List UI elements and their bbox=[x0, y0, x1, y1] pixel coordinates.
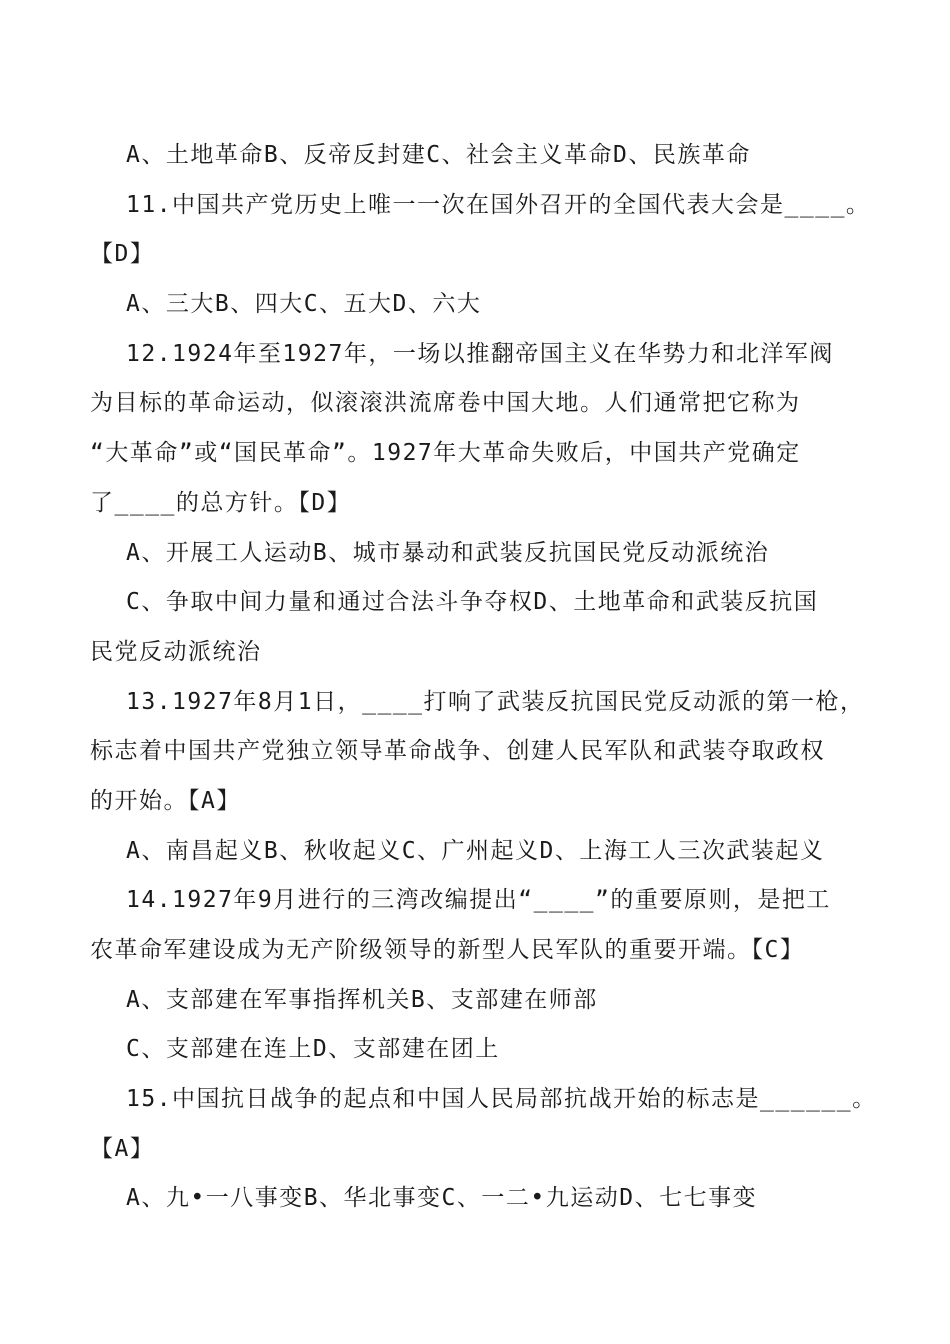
q14-stem-line-2: 农革命军建设成为无产阶级领导的新型人民军队的重要开端。【C】 bbox=[90, 937, 805, 963]
q13-stem-line-3: 的开始。【A】 bbox=[90, 787, 241, 814]
q10-options: A、土地革命B、反帝反封建C、社会主义革命D、民族革命 bbox=[126, 142, 751, 168]
question-text-block bbox=[90, 131, 880, 1224]
q13-options: A、南昌起义B、秋收起义C、广州起义D、上海工人三次武装起义 bbox=[126, 837, 825, 864]
q11-answer: 【D】 bbox=[90, 241, 155, 268]
q14-options-line-1: A、支部建在军事指挥机关B、支部建在师部 bbox=[126, 986, 598, 1013]
q12-stem-line-1: 12.1924年至1927年，一场以推翻帝国主义在华势力和北洋军阀 bbox=[126, 340, 834, 367]
q11-stem: 11.中国共产党历史上唯一一次在国外召开的全国代表大会是____。 bbox=[126, 191, 871, 218]
q12-options-line-1: A、开展工人运动B、城市暴动和武装反抗国民党反动派统治 bbox=[126, 539, 770, 566]
q12-stem-line-4: 了____的总方针。【D】 bbox=[90, 489, 352, 516]
q15-stem: 15.中国抗日战争的起点和中国人民局部抗战开始的标志是______。 bbox=[126, 1086, 877, 1113]
q12-options-line-3: 民党反动派统治 bbox=[90, 638, 262, 665]
q14-options-line-2: C、支部建在连上D、支部建在团上 bbox=[126, 1036, 500, 1063]
q13-stem-line-2: 标志着中国共产党独立领导革命战争、创建人民军队和武装夺取政权 bbox=[90, 738, 825, 765]
q15-answer: 【A】 bbox=[90, 1135, 155, 1162]
q12-options-line-2: C、争取中间力量和通过合法斗争夺权D、土地革命和武装反抗国 bbox=[126, 589, 819, 616]
q12-stem-line-3: “大革命”或“国民革命”。1927年大革命失败后，中国共产党确定 bbox=[90, 440, 801, 467]
q11-options: A、三大B、四大C、五大D、六大 bbox=[126, 291, 482, 318]
q15-options: A、九•一八事变B、华北事变C、一二•九运动D、七七事变 bbox=[126, 1185, 758, 1212]
q14-stem-line-1: 14.1927年9月进行的三湾改编提出“____”的重要原则，是把工 bbox=[126, 887, 831, 914]
q13-stem-line-1: 13.1927年8月1日，____打响了武装反抗国民党反动派的第一枪， bbox=[126, 688, 865, 715]
q12-stem-line-2: 为目标的革命运动，似滚滚洪流席卷中国大地。人们通常把它称为 bbox=[90, 390, 801, 417]
